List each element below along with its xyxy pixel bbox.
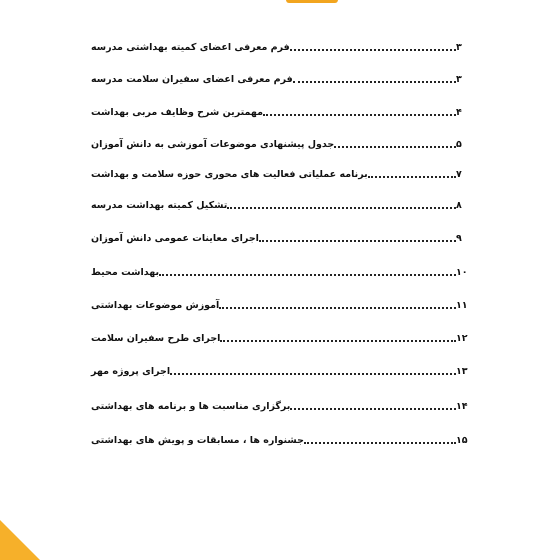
toc-leader-dots [259,240,456,242]
toc-page-number: ۱۱ [456,300,468,311]
toc-leader-dots [159,274,456,276]
toc-entry-title: بهداشت محیط [91,267,160,278]
toc-entry[interactable] [88,103,472,119]
toc-entry[interactable] [88,229,472,245]
toc-entry[interactable] [88,70,472,86]
toc-page-number: ۷ [456,169,462,180]
toc-entry-title: فرم معرفی اعضای کمیته بهداشتی مدرسه [91,42,290,53]
toc-entry-title: آموزش موضوعات بهداشتی [91,300,220,311]
toc-page-number: ۱۲ [456,333,468,344]
toc-page-number: ۱۳ [456,366,468,377]
toc-entry-title: جشنواره ها ، مسابقات و پویش های بهداشتی [91,435,304,446]
toc-entry[interactable] [88,397,472,413]
toc-page-number: ۸ [456,200,462,211]
toc-leader-dots [170,373,456,375]
toc-entry[interactable] [88,296,472,312]
toc-leader-dots [290,408,456,410]
toc-entry[interactable] [88,196,472,212]
toc-leader-dots [293,81,456,83]
toc-entry[interactable] [88,362,472,378]
toc-entry-title: فرم معرفی اعضای سفیران سلامت مدرسه [91,74,293,85]
toc-page-number: ۱۰ [456,267,468,278]
toc-entry-title: جدول پیشنهادی موضوعات آموزشی به دانش آموزان [91,139,335,150]
toc-entry[interactable] [88,135,472,151]
toc-entry[interactable] [88,329,472,345]
toc-entry-title: تشکیل کمیته بهداشت مدرسه [91,200,228,211]
toc-leader-dots [304,442,456,444]
toc-page-number: ۳ [456,42,462,53]
toc-leader-dots [368,176,456,178]
toc-page-number: ۵ [456,139,462,150]
toc-page-number: ۳ [456,74,462,85]
toc-entry[interactable] [88,431,472,447]
toc-entry-title: اجرای معاینات عمومی دانش آموزان [91,233,259,244]
toc-entry-title: اجرای طرح سفیران سلامت [91,333,221,344]
toc-leader-dots [227,207,456,209]
table-of-contents [88,0,472,560]
toc-leader-dots [334,146,456,148]
toc-entry-title: اجرای پروژه مهر [91,366,171,377]
toc-entry-title: برنامه عملیاتی فعالیت های محوری حوزه سلامت و بهداشت [91,169,368,180]
toc-page-number: ۴ [456,107,462,118]
corner-accent-triangle [0,520,40,560]
toc-entry-title: مهمترین شرح وظایف مربی بهداشت [91,107,264,118]
toc-leader-dots [263,114,456,116]
toc-page-number: ۱۴ [456,401,468,412]
toc-leader-dots [220,340,456,342]
toc-leader-dots [290,49,456,51]
toc-entry[interactable] [88,263,472,279]
toc-entry[interactable] [88,165,472,181]
toc-leader-dots [219,307,456,309]
toc-entry[interactable] [88,38,472,54]
toc-page-number: ۱۵ [456,435,468,446]
toc-page-number: ۹ [456,233,462,244]
toc-entry-title: برگزاری مناسبت ها و برنامه های بهداشتی [91,401,291,412]
